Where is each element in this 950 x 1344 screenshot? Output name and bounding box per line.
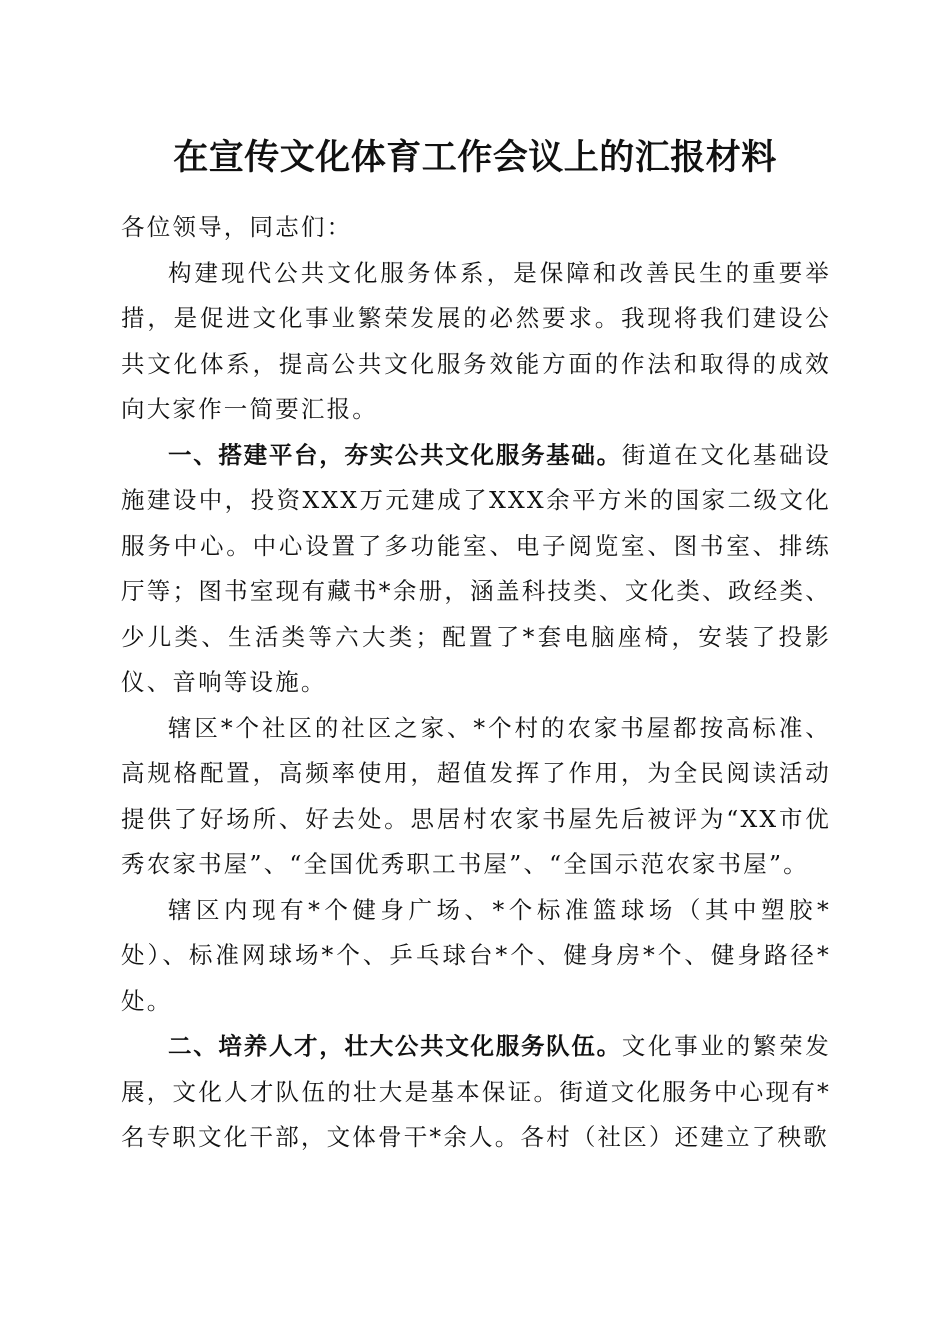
salutation: 各位领导，同志们： [121, 213, 353, 241]
paragraph-section-1 [121, 433, 831, 706]
paragraph-text: 文化事业的繁荣发展，文化人才队伍的壮大是基本保证。街道文化服务中心现有*名专职文化干部，文体骨干*余人。各村（社区）还建立了秧歌 [121, 1032, 831, 1151]
paragraph-reading-rooms [121, 706, 831, 888]
paragraph-text: 街道在文化基础设施建设中，投资XXX万元建成了XXX余平方米的国家二级文化服务中心。中心设置了多功能室、电子阅览室、图书室、排练厅等；图书室现有藏书*余册，涵盖科技类、文化类、政经类、少儿类、生活类等六大类；配置了*套电脑座椅，安装了投影仪、音响等设施。 [121, 440, 831, 696]
paragraph-text: 构建现代公共文化服务体系，是保障和改善民生的重要举措，是促进文化事业繁荣发展的必然要求。我现将我们建设公共文化体系，提高公共文化服务效能方面的作法和取得的成效向大家作一简要汇报。 [121, 258, 831, 423]
paragraph-sports-facilities [121, 888, 831, 1025]
section-heading: 一、搭建平台，夯实公共文化服务基础。 [168, 440, 622, 469]
paragraph-text: 辖区*个社区的社区之家、*个村的农家书屋都按高标准、高规格配置，高频率使用，超值发挥了作用，为全民阅读活动提供了好场所、好去处。思居村农家书屋先后被评为“XX市优秀农家书屋”、“全国优秀职工书屋”、“全国示范农家书屋”。 [121, 713, 831, 878]
paragraph-intro [121, 251, 831, 433]
paragraph-text: 辖区内现有*个健身广场、*个标准篮球场（其中塑胶*处）、标准网球场*个、乒乓球台*个、健身房*个、健身路径*处。 [121, 895, 831, 1015]
section-heading: 二、培养人才，壮大公共文化服务队伍。 [168, 1032, 622, 1060]
paragraph-section-2 [121, 1024, 831, 1161]
document-body [121, 205, 831, 1161]
document-title: 在宣传文化体育工作会议上的汇报材料 [173, 137, 777, 178]
